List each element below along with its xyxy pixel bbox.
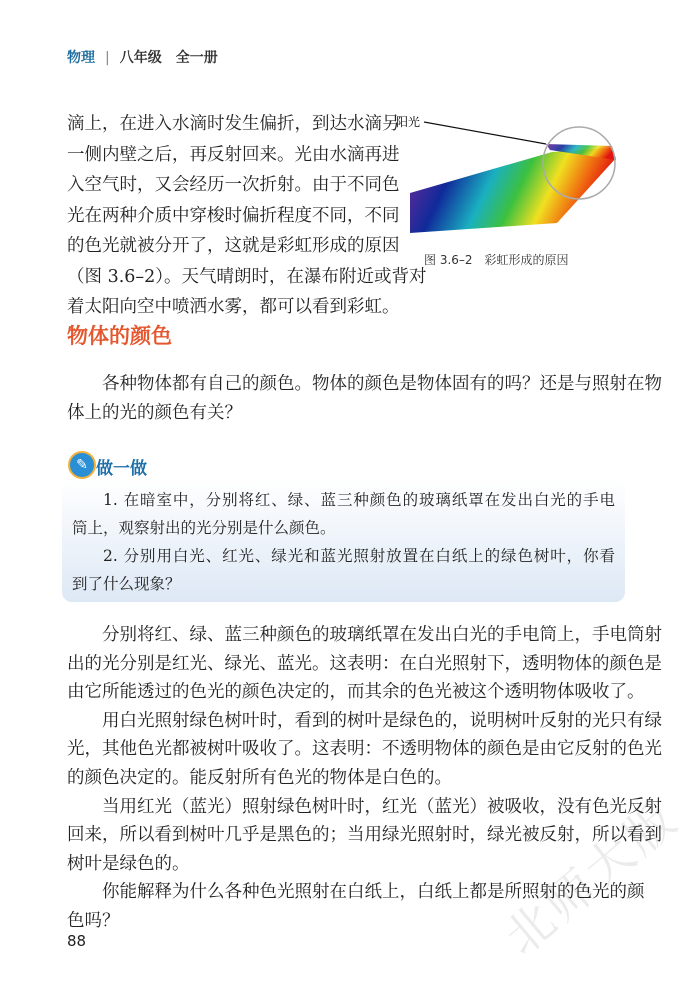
- text-line: 入空气时，又会经历一次折射。由于不同色: [67, 175, 400, 195]
- text-line: 光在两种介质中穿梭时偏折程度不同，不同: [67, 205, 400, 226]
- section-title: 物体的颜色: [67, 324, 172, 348]
- sunlight-ray: [424, 122, 546, 144]
- text-line: 2. 分别用白光、红光、绿光和蓝光照射放置在白纸上的绿色树叶，你看: [103, 547, 615, 565]
- text-line: 的色光就被分开了，这就是彩虹形成的原因: [67, 236, 400, 256]
- text-line: 你能解释为什么各种色光照射在白纸上，白纸上都是所照射的色光的颜: [102, 882, 645, 903]
- header-separator: |: [105, 50, 110, 66]
- text-line: 由它所能透过的色光的颜色决定的，而其余的色光被这个透明物体吸收了。: [67, 682, 645, 703]
- activity-title: 做一做: [96, 459, 147, 479]
- text-line: 一侧内壁之后，再反射回来。光由水滴再进: [67, 144, 400, 165]
- text-line: 1. 在暗室中，分别将红、绿、蓝三种颜色的玻璃纸罩在发出白光的手电: [103, 491, 615, 509]
- text-line: 着太阳向空中喷洒水雾，都可以看到彩虹。: [67, 297, 400, 317]
- text-line: 当用红光（蓝光）照射绿色树叶时，红光（蓝光）被吸收，没有色光反射: [102, 796, 662, 817]
- rainbow-figure: [392, 108, 632, 248]
- header-grade: 八年级 全一册: [119, 50, 218, 66]
- text-line: 出的光分别是红光、绿光、蓝光。这表明：在白光照射下，透明物体的颜色是: [67, 653, 662, 674]
- text-line: 回来，所以看到树叶几乎是黑色的；当用绿光照射时，绿光被反射，所以看到: [67, 825, 662, 846]
- text-line: 分别将红、绿、蓝三种颜色的玻璃纸罩在发出白光的手电筒上，手电筒射: [102, 625, 662, 645]
- text-line: 到了什么现象？: [72, 575, 181, 593]
- sunlight-label: 阳光: [396, 115, 421, 129]
- page-number: 88: [67, 932, 87, 950]
- text-line: 树叶是绿色的。: [67, 853, 190, 874]
- text-line: 的颜色决定的。能反射所有色光的物体是白色的。: [67, 768, 452, 788]
- running-header: [67, 47, 218, 67]
- wrench-icon: ✎: [68, 451, 96, 479]
- text-line: 各种物体都有自己的颜色。物体的颜色是物体固有的吗？还是与照射在物: [102, 374, 662, 394]
- header-subject: 物理: [67, 50, 95, 66]
- publisher-watermark: 北师大版: [494, 789, 690, 967]
- text-line: 用白光照射绿色树叶时，看到的树叶是绿色的，说明树叶反射的光只有绿: [102, 710, 662, 731]
- text-line: 色吗？: [67, 911, 120, 931]
- text-line: 体上的光的颜色有关？: [67, 403, 242, 423]
- rainbow-beam: [410, 148, 616, 233]
- text-line: （图 3.6–2）。天气晴朗时，在瀑布附近或背对: [67, 266, 427, 287]
- figure-caption: 图 3.6–2 彩虹形成的原因: [424, 253, 569, 267]
- text-line: 光，其他色光都被树叶吸收了。这表明：不透明物体的颜色是由它反射的色光: [67, 739, 662, 760]
- text-line: 滴上，在进入水滴时发生偏折，到达水滴另: [67, 114, 400, 134]
- text-line: 筒上，观察射出的光分别是什么颜色。: [72, 519, 336, 537]
